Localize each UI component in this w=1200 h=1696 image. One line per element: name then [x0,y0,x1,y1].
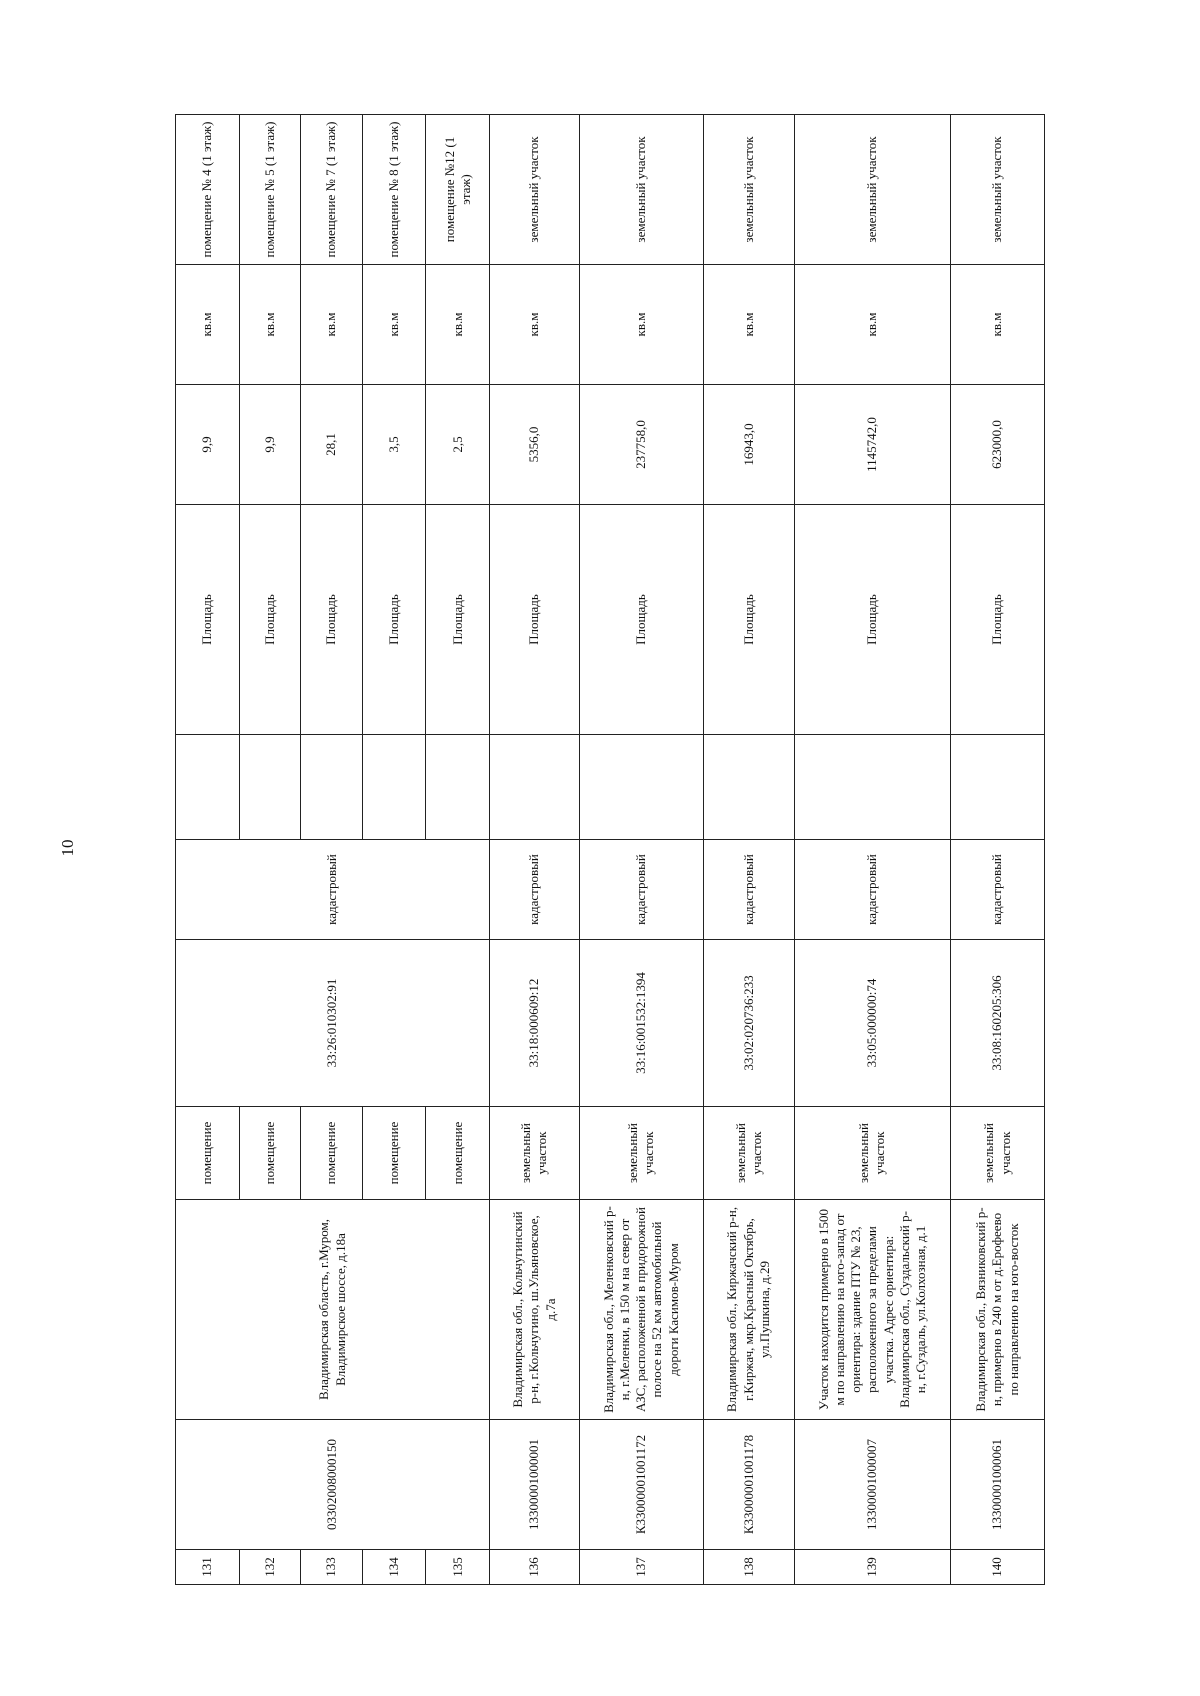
address-cell: Участок находится примерно в 1500 м по направлению на юго-запад от ориентира: здание ПТУ № 23, расположенного за пределами участка. Адрес ориентира: Владимирская обл., Суздальский р-н, г.Суздаль, ул.Колхозная, д.1 [794,1200,951,1420]
empty-cell [951,735,1045,840]
param-value: 9,9 [239,385,300,505]
address-cell: Владимирская область, г.Муром, Владимирское шоссе, д.18а [176,1200,490,1420]
row-number: 132 [239,1550,300,1585]
param-value: 28,1 [300,385,363,505]
cadastral-number: 33:18:000609:12 [490,940,579,1107]
table-row [490,115,579,1585]
param-name: Площадь [239,505,300,735]
object-description: земельный участок [704,115,794,265]
object-type: земельный участок [579,1107,704,1200]
table-row [951,115,1045,1585]
object-type: земельный участок [490,1107,579,1200]
cadastral-number: 33:08:160205:306 [951,940,1045,1107]
address-cell: Владимирская обл., Меленковский р-н, г.Меленки, в 150 м на север от АЗС, расположенной в придорожной полосе на 52 км автомобильной дороги Касимов-Муром [579,1200,704,1420]
param-name: Площадь [794,505,951,735]
object-description: земельный участок [579,115,704,265]
row-number: 138 [704,1550,794,1585]
cadastral-type: кадастровый [579,840,704,940]
table-row [704,115,794,1585]
object-type: помещение [176,1107,240,1200]
param-value: 237758,0 [579,385,704,505]
cadastral-number: 33:02:020736:233 [704,940,794,1107]
table-row [794,115,951,1585]
row-number: 135 [426,1550,490,1585]
object-description: помещение №12 (1 этаж) [426,115,490,265]
unit: кв.м [300,265,363,385]
inventory-code: 13300001000001 [490,1420,579,1550]
empty-cell [490,735,579,840]
object-description: земельный участок [794,115,951,265]
object-description: помещение № 7 (1 этаж) [300,115,363,265]
cadastral-type: кадастровый [951,840,1045,940]
cadastral-type: кадастровый [176,840,490,940]
empty-cell [426,735,490,840]
param-value: 5356,0 [490,385,579,505]
object-description: помещение № 5 (1 этаж) [239,115,300,265]
empty-cell [363,735,426,840]
cadastral-number: 33:05:000000:74 [794,940,951,1107]
empty-cell [239,735,300,840]
param-name: Площадь [176,505,240,735]
unit: кв.м [951,265,1045,385]
param-name: Площадь [579,505,704,735]
param-value: 9,9 [176,385,240,505]
object-type: помещение [426,1107,490,1200]
cadastral-number: 33:26:010302:91 [176,940,490,1107]
empty-cell [300,735,363,840]
object-description: земельный участок [490,115,579,265]
row-number: 139 [794,1550,951,1585]
row-number: 131 [176,1550,240,1585]
param-value: 3,5 [363,385,426,505]
object-type: помещение [363,1107,426,1200]
unit: кв.м [239,265,300,385]
inventory-code: К33000001001178 [704,1420,794,1550]
unit: кв.м [794,265,951,385]
cadastral-type: кадастровый [704,840,794,940]
page-number: 10 [58,839,77,857]
unit: кв.м [704,265,794,385]
empty-cell [794,735,951,840]
unit: кв.м [363,265,426,385]
param-name: Площадь [363,505,426,735]
unit: кв.м [490,265,579,385]
object-type: помещение [239,1107,300,1200]
row-number: 134 [363,1550,426,1585]
row-number: 137 [579,1550,704,1585]
param-value: 2,5 [426,385,490,505]
inventory-code: 13300001000007 [794,1420,951,1550]
property-table [175,114,1045,1585]
unit: кв.м [176,265,240,385]
inventory-code: К33000001001172 [579,1420,704,1550]
table-row [579,115,704,1585]
object-description: помещение № 8 (1 этаж) [363,115,426,265]
empty-cell [579,735,704,840]
param-name: Площадь [300,505,363,735]
object-type: земельный участок [951,1107,1045,1200]
address-cell: Владимирская обл., Вязниковский р-н, примерно в 240 м от д.Ерофеево по направлению на юго-восток [951,1200,1045,1420]
unit: кв.м [579,265,704,385]
unit: кв.м [426,265,490,385]
param-name: Площадь [704,505,794,735]
row-number: 140 [951,1550,1045,1585]
object-type: помещение [300,1107,363,1200]
object-type: земельный участок [794,1107,951,1200]
object-description: земельный участок [951,115,1045,265]
inventory-code: 03302008000150 [176,1420,490,1550]
param-value: 16943,0 [704,385,794,505]
cadastral-type: кадастровый [794,840,951,940]
empty-cell [176,735,240,840]
row-number: 136 [490,1550,579,1585]
object-type: земельный участок [704,1107,794,1200]
empty-cell [704,735,794,840]
param-name: Площадь [490,505,579,735]
row-number: 133 [300,1550,363,1585]
param-value: 623000,0 [951,385,1045,505]
address-cell: Владимирская обл., Киржачский р-н, г.Киржач, мкр.Красный Октябрь, ул.Пушкина, д.29 [704,1200,794,1420]
param-name: Площадь [951,505,1045,735]
cadastral-type: кадастровый [490,840,579,940]
inventory-code: 13300001000061 [951,1420,1045,1550]
rotated-page-content [175,115,1045,1585]
table-row [176,115,240,1585]
object-description: помещение № 4 (1 этаж) [176,115,240,265]
param-value: 1145742,0 [794,385,951,505]
address-cell: Владимирская обл., Кольчугинский р-н, г.Кольчугино, ш.Ульяновское, д.7а [490,1200,579,1420]
param-name: Площадь [426,505,490,735]
cadastral-number: 33:16:001532:1394 [579,940,704,1107]
